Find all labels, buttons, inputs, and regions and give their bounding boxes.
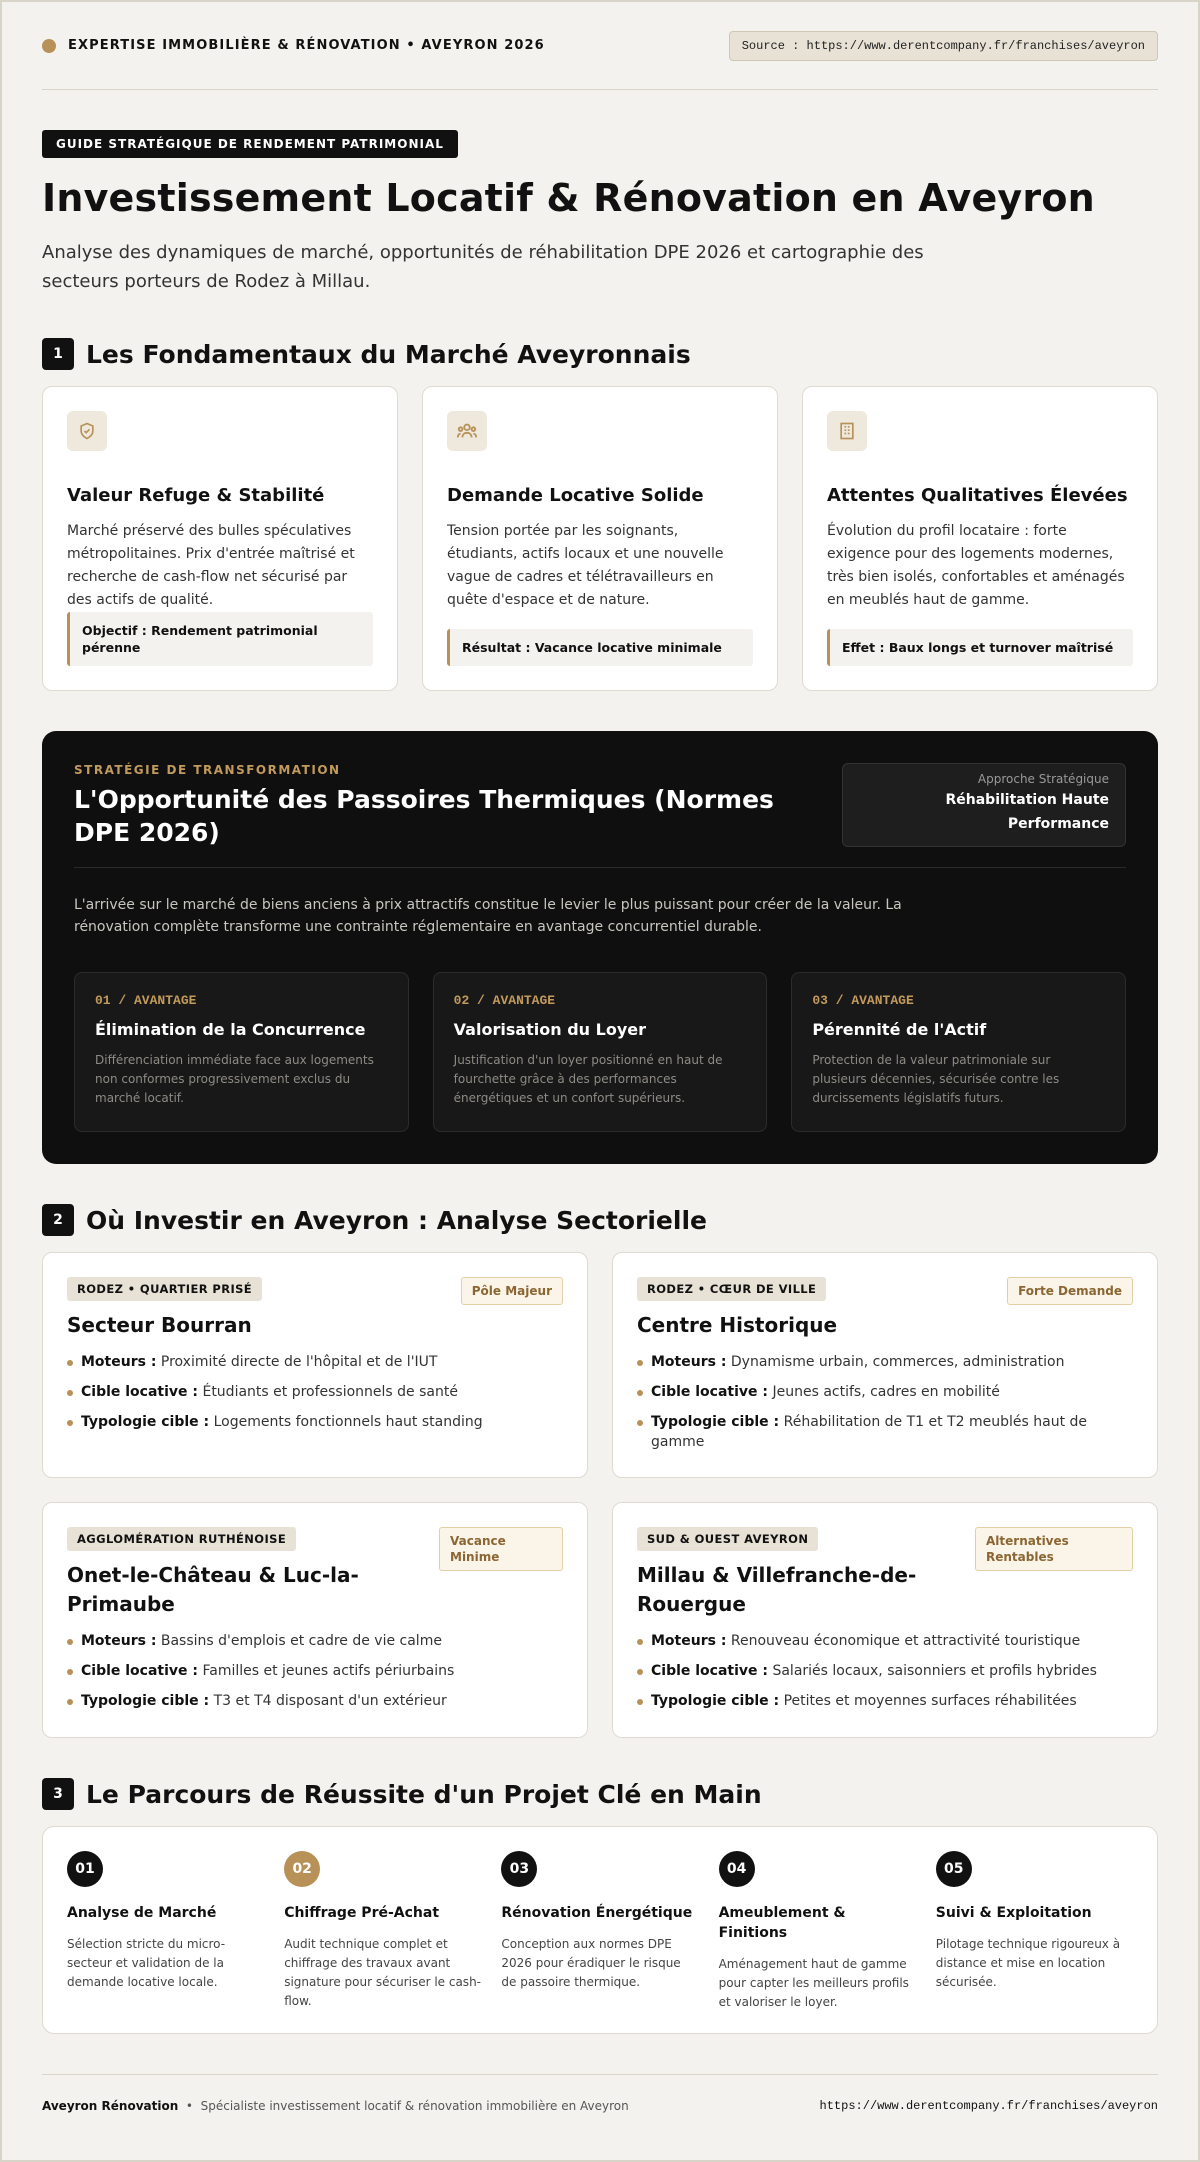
sector-card bbox=[612, 1252, 1158, 1478]
sector-tag: SUD & OUEST AVEYRON bbox=[637, 1527, 818, 1551]
page-subtitle: Analyse des dynamiques de marché, opportunités de réhabilitation DPE 2026 et cartographie des secteurs porteurs de Rodez à Millau. bbox=[42, 242, 924, 292]
strategy-header bbox=[74, 763, 1126, 868]
brand-dot-icon bbox=[42, 39, 56, 53]
footer-url-link[interactable]: https://www.derentcompany.fr/franchises/aveyron bbox=[819, 2099, 1158, 2113]
step-title: Suivi & Exploitation bbox=[935, 1905, 1092, 1921]
step-number: 04 bbox=[719, 1851, 755, 1887]
section-title: Le Parcours de Réussite d'un Projet Clé en Main bbox=[86, 1779, 762, 1809]
section-number: 1 bbox=[42, 338, 74, 370]
advantage-text: Différenciation immédiate face aux logements non conformes progressivement exclus du marché locatif. bbox=[95, 1053, 374, 1105]
list-item: Cible locative : Étudiants et professionnels de santé bbox=[67, 1382, 563, 1402]
timeline-step bbox=[67, 1851, 264, 2012]
fundamental-card bbox=[42, 386, 398, 691]
sector-title: Centre Historique bbox=[637, 1313, 838, 1337]
step-title: Analyse de Marché bbox=[67, 1905, 217, 1921]
sector-card bbox=[42, 1252, 588, 1478]
advantage-number: 01 / AVANTAGE bbox=[95, 993, 197, 1008]
sector-card bbox=[612, 1502, 1158, 1738]
sector-title: Secteur Bourran bbox=[67, 1313, 252, 1337]
sector-title: Onet-le-Château & Luc-la-Primaube bbox=[67, 1563, 359, 1616]
step-text: Sélection stricte du micro-secteur et validation de la demande locative locale. bbox=[67, 1937, 226, 1989]
timeline-step bbox=[719, 1851, 916, 2012]
approach-label: Approche Stratégique bbox=[977, 772, 1109, 786]
page-title: Investissement Locatif & Rénovation en Aveyron bbox=[42, 176, 1095, 220]
card-text: Évolution du profil locataire : forte exigence pour des logements modernes, très bien isolés, confortables et aménagés en meublés haut de gamme. bbox=[827, 523, 1125, 608]
sector-pill: Forte Demande bbox=[1007, 1277, 1133, 1305]
brand-line-text: EXPERTISE IMMOBILIÈRE & RÉNOVATION • AVEYRON 2026 bbox=[68, 38, 545, 53]
step-number: 05 bbox=[936, 1851, 972, 1887]
advantage-title: Élimination de la Concurrence bbox=[95, 1020, 366, 1039]
list-item: Cible locative : Salariés locaux, saisonniers et profils hybrides bbox=[637, 1661, 1133, 1681]
strategy-block bbox=[42, 731, 1158, 1164]
step-text: Conception aux normes DPE 2026 pour éradiquer le risque de passoire thermique. bbox=[501, 1937, 681, 1989]
list-item: Moteurs : Bassins d'emplois et cadre de vie calme bbox=[67, 1631, 563, 1651]
section-title: Les Fondamentaux du Marché Aveyronnais bbox=[86, 339, 691, 369]
step-title: Rénovation Énergétique bbox=[501, 1905, 693, 1921]
sector-list bbox=[67, 1352, 563, 1432]
timeline-step bbox=[284, 1851, 481, 2012]
advantage-card bbox=[74, 972, 409, 1132]
step-title: Chiffrage Pré-Achat bbox=[284, 1905, 440, 1921]
footer bbox=[42, 2074, 1158, 2137]
card-title: Attentes Qualitatives Élevées bbox=[827, 485, 1128, 506]
advantage-number: 02 / AVANTAGE bbox=[453, 993, 556, 1008]
sector-pill: Vacance Minime bbox=[439, 1527, 563, 1571]
advantage-card bbox=[791, 972, 1126, 1132]
brand-line bbox=[42, 38, 545, 53]
advantage-card bbox=[433, 972, 768, 1132]
sector-list bbox=[637, 1631, 1133, 1711]
card-title: Demande Locative Solide bbox=[447, 485, 704, 506]
page bbox=[2, 2, 1198, 2137]
strategy-title: L'Opportunité des Passoires Thermiques (Normes DPE 2026) bbox=[74, 785, 774, 847]
footer-separator: • bbox=[185, 2099, 193, 2113]
step-text: Audit technique complet et chiffrage des travaux avant signature pour sécuriser le cash-flow. bbox=[284, 1937, 481, 2008]
section-title: Où Investir en Aveyron : Analyse Sectorielle bbox=[86, 1205, 707, 1235]
list-item: Moteurs : Dynamisme urbain, commerces, administration bbox=[637, 1352, 1133, 1372]
card-text: Marché préservé des bulles spéculatives métropolitaines. Prix d'entrée maîtrisé et recherche de cash-flow net sécurisé par des actifs de qualité. bbox=[67, 523, 355, 608]
list-item: Typologie cible : Logements fonctionnels haut standing bbox=[67, 1412, 563, 1432]
footer-tagline: Spécialiste investissement locatif & rénovation immobilière en Aveyron bbox=[200, 2099, 629, 2113]
list-item: Cible locative : Jeunes actifs, cadres en mobilité bbox=[637, 1382, 1133, 1402]
sector-tag: RODEZ • CŒUR DE VILLE bbox=[637, 1277, 826, 1301]
card-footer: Résultat : Vacance locative minimale bbox=[447, 629, 753, 666]
list-item: Moteurs : Renouveau économique et attractivité touristique bbox=[637, 1631, 1133, 1651]
section-3-header bbox=[42, 1778, 1158, 1810]
step-number: 02 bbox=[284, 1851, 320, 1887]
sector-title: Millau & Villefranche-de-Rouergue bbox=[637, 1563, 917, 1616]
advantage-title: Valorisation du Loyer bbox=[453, 1020, 646, 1039]
guide-badge: GUIDE STRATÉGIQUE DE RENDEMENT PATRIMONIAL bbox=[42, 130, 458, 158]
advantage-text: Justification d'un loyer positionné en haut de fourchette grâce à des performances énergétiques et un confort supérieurs. bbox=[453, 1053, 723, 1105]
footer-brand: Aveyron Rénovation bbox=[42, 2099, 179, 2113]
approach-value: Réhabilitation Haute Performance bbox=[945, 792, 1109, 832]
sector-list bbox=[637, 1352, 1133, 1452]
advantage-text: Protection de la valeur patrimoniale sur plusieurs décennies, sécurisée contre les durcissements législatifs futurs. bbox=[812, 1053, 1060, 1105]
strategy-kicker: STRATÉGIE DE TRANSFORMATION bbox=[74, 763, 341, 777]
sector-card bbox=[42, 1502, 588, 1738]
list-item: Moteurs : Proximité directe de l'hôpital et de l'IUT bbox=[67, 1352, 563, 1372]
top-bar bbox=[42, 2, 1158, 90]
step-number: 03 bbox=[501, 1851, 537, 1887]
fundamentals-cards bbox=[42, 386, 1158, 691]
section-2-header bbox=[42, 1204, 1158, 1236]
users-icon bbox=[447, 411, 487, 451]
sector-pill: Alternatives Rentables bbox=[975, 1527, 1133, 1571]
step-text: Aménagement haut de gamme pour capter les meilleurs profils et valoriser le loyer. bbox=[718, 1957, 909, 2009]
list-item: Typologie cible : Petites et moyennes surfaces réhabilitées bbox=[637, 1691, 1133, 1711]
list-item: Typologie cible : Réhabilitation de T1 et T2 meublés haut de gamme bbox=[637, 1412, 1133, 1452]
card-title: Valeur Refuge & Stabilité bbox=[67, 485, 325, 506]
list-item: Typologie cible : T3 et T4 disposant d'un extérieur bbox=[67, 1691, 563, 1711]
section-number: 2 bbox=[42, 1204, 74, 1236]
fundamental-card bbox=[422, 386, 778, 691]
sector-list bbox=[67, 1631, 563, 1711]
card-footer: Effet : Baux longs et turnover maîtrisé bbox=[827, 629, 1133, 666]
card-text: Tension portée par les soignants, étudiants, actifs locaux et une nouvelle vague de cadres et télétravailleurs en quête d'espace et de nature. bbox=[447, 523, 724, 608]
step-text: Pilotage technique rigoureux à distance et mise en location sécurisée. bbox=[935, 1937, 1121, 1989]
strategy-description: L'arrivée sur le marché de biens anciens à prix attractifs constitue le levier le plus puissant pour créer de la valeur. La rénovation complète transforme une contrainte réglementaire en avantage concurrentiel durable. bbox=[74, 897, 902, 935]
fundamental-card bbox=[802, 386, 1158, 691]
sector-tag: AGGLOMÉRATION RUTHÉNOISE bbox=[67, 1527, 296, 1551]
shield-icon bbox=[67, 411, 107, 451]
step-title: Ameublement & Finitions bbox=[718, 1905, 846, 1941]
sectors-grid bbox=[42, 1252, 1158, 1738]
sector-pill: Pôle Majeur bbox=[461, 1277, 563, 1305]
advantages bbox=[74, 972, 1126, 1132]
timeline-step bbox=[936, 1851, 1133, 2012]
step-number: 01 bbox=[67, 1851, 103, 1887]
building-icon bbox=[827, 411, 867, 451]
sector-tag: RODEZ • QUARTIER PRISÉ bbox=[67, 1277, 262, 1301]
project-timeline bbox=[42, 1826, 1158, 2034]
section-number: 3 bbox=[42, 1778, 74, 1810]
section-1-header bbox=[42, 338, 1158, 370]
list-item: Cible locative : Familles et jeunes actifs périurbains bbox=[67, 1661, 563, 1681]
footer-brand-line bbox=[42, 2099, 629, 2113]
card-footer: Objectif : Rendement patrimonial pérenne bbox=[67, 612, 373, 666]
advantage-number: 03 / AVANTAGE bbox=[812, 993, 914, 1008]
timeline-step bbox=[501, 1851, 698, 2012]
source-link[interactable]: Source : https://www.derentcompany.fr/franchises/aveyron bbox=[729, 31, 1158, 61]
advantage-title: Pérennité de l'Actif bbox=[812, 1020, 987, 1039]
approach-box bbox=[842, 763, 1126, 847]
